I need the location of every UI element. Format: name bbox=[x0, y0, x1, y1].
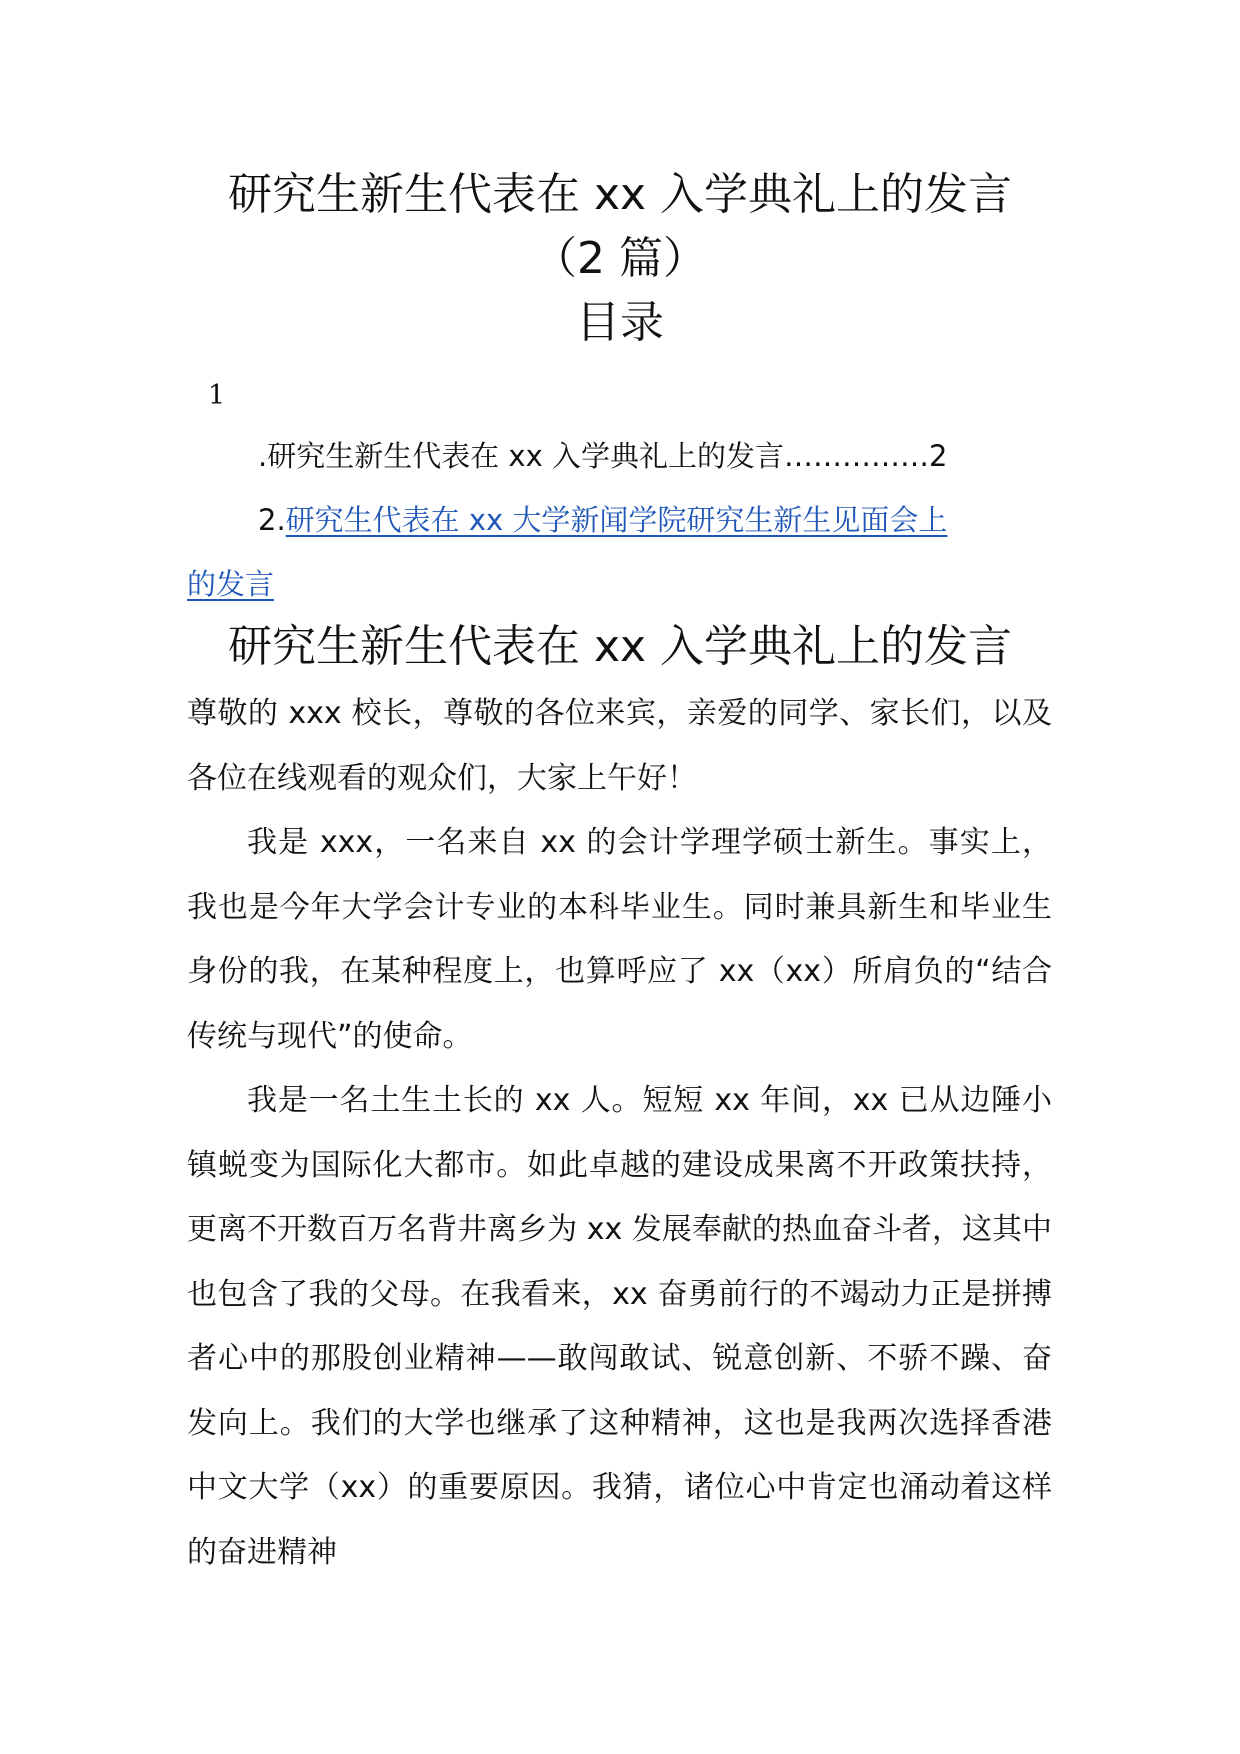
toc-entry-2[interactable] bbox=[258, 488, 947, 552]
document-title: 研究生新生代表在 xx 入学典礼上的发言 bbox=[227, 169, 1013, 220]
toc-entry-2-link-continued[interactable]: 的发言 bbox=[187, 567, 275, 601]
document-title-count: （2 篇） bbox=[533, 233, 707, 284]
paragraph-greeting: 尊敬的 xxx 校长，尊敬的各位来宾，亲爱的同学、家长们，以及各位在线观看的观众们，大家上午好！ bbox=[187, 696, 1052, 796]
paragraph-hometown: 我是一名土生土长的 xx 人。短短 xx 年间，xx 已从边陲小镇蜕变为国际化大都市。如此卓越的建设成果离不开政策扶持，更离不开数百万名背井离乡为 xx 发展奉献的热血奋斗者，这其中也包含了我的父母。在我看来，xx 奋勇前行的不竭动力正是拼搏者心中的那股创业精神——敢闯敢试、锐意创新、不骄不躁、奋发向上。我们的大学也继承了这种精神，这也是我两次选择香港中文大学（xx）的重要原因。我猜，诸位心中肯定也涌动着这样的奋进精神 bbox=[187, 1083, 1052, 1570]
body-text bbox=[187, 682, 1052, 1585]
toc-heading: 目录 bbox=[576, 297, 664, 348]
toc-entry-2-link[interactable]: 研究生代表在 xx 大学新闻学院研究生新生见面会上 bbox=[285, 503, 948, 537]
paragraph-introduction: 我是 xxx，一名来自 xx 的会计学理学硕士新生。事实上，我也是今年大学会计专业的本科毕业生。同时兼具新生和毕业生身份的我，在某种程度上，也算呼应了 xx（xx）所肩负的“结合传统与现代”的使命。 bbox=[187, 825, 1052, 1054]
section-title: 研究生新生代表在 xx 入学典礼上的发言 bbox=[227, 621, 1013, 672]
toc-entry-2-prefix: 2. bbox=[258, 503, 286, 537]
toc-entry-1[interactable]: .研究生新生代表在 xx 入学典礼上的发言……………2 bbox=[258, 439, 948, 473]
toc-number: 1 bbox=[208, 380, 226, 411]
